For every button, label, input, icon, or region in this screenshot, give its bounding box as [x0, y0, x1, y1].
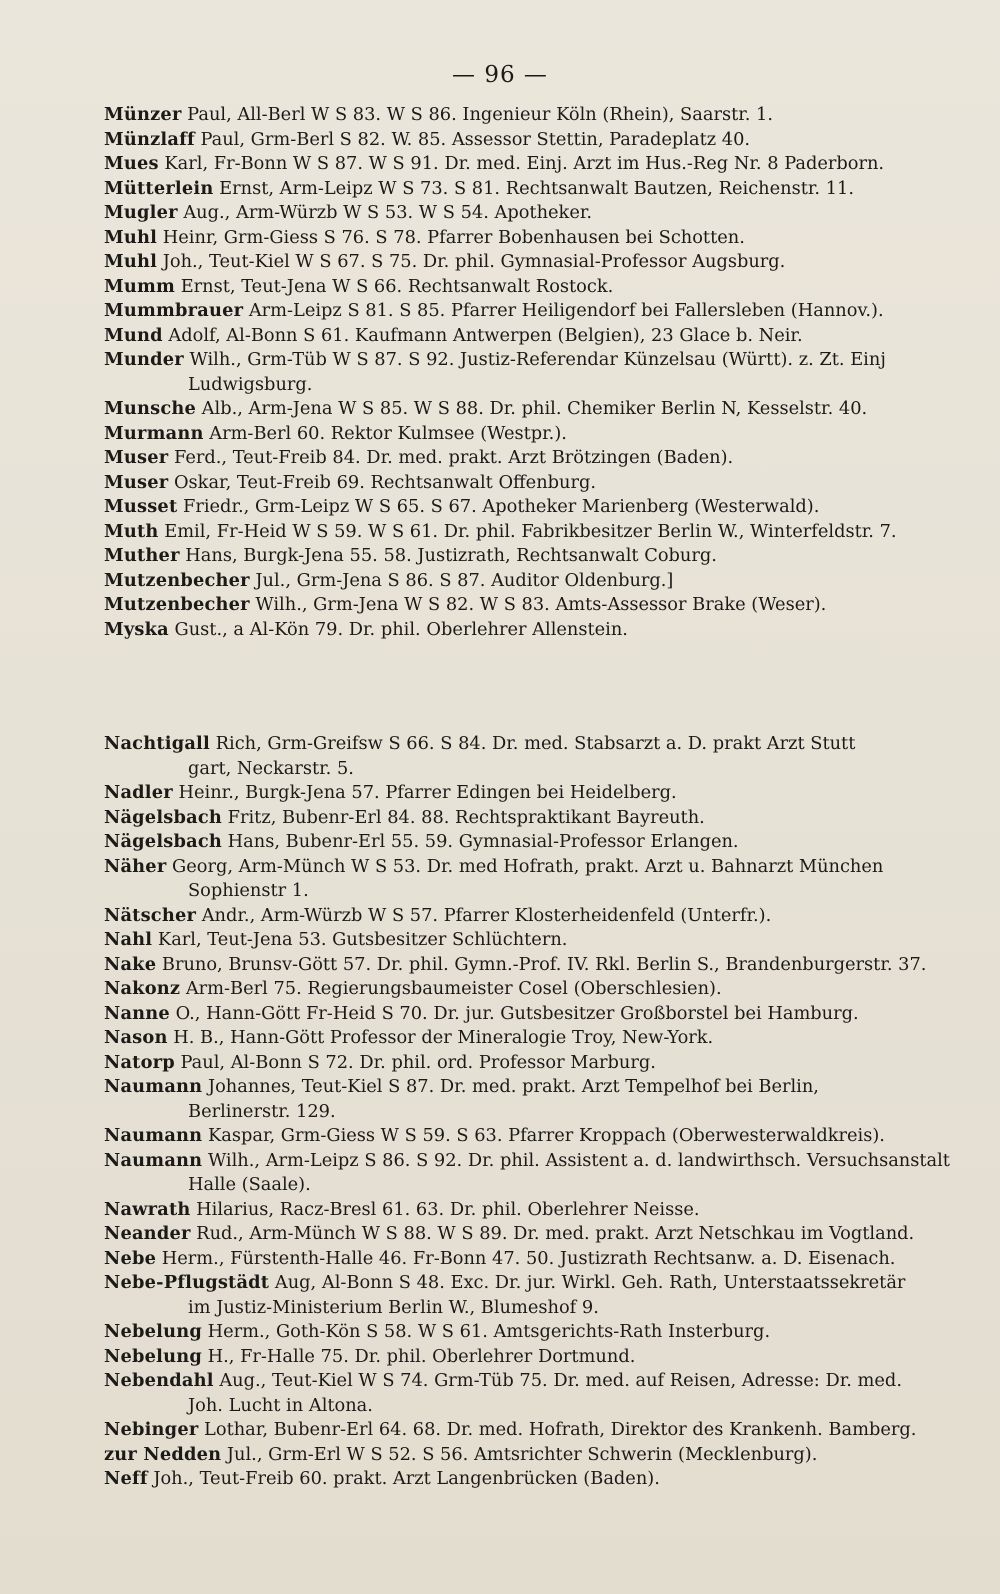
directory-entry	[104, 128, 954, 153]
entry-continuation-line	[104, 1173, 954, 1198]
directory-entry	[104, 1222, 954, 1247]
entry-surname: Mues	[104, 153, 159, 174]
entry-text: Aug, Al-Bonn S 48. Exc. Dr. jur. Wirkl. Geh. Rath, Unterstaatssekretär	[269, 1272, 906, 1293]
entry-surname: Naumann	[104, 1125, 203, 1146]
entry-line	[104, 1467, 954, 1492]
entry-text: Hilarius, Racz-Bresl 61. 63. Dr. phil. Oberlehrer Neisse.	[190, 1198, 700, 1220]
directory-entry	[104, 1467, 954, 1492]
entry-text: gart, Neckarstr. 5.	[188, 757, 354, 779]
entry-surname: Nake	[104, 953, 157, 975]
entry-text: im Justiz-Ministerium Berlin W., Blumeshof 9.	[188, 1296, 599, 1318]
entry-text: Karl, Fr-Bonn W S 87. W S 91. Dr. med. Einj. Arzt im Hus.-Reg Nr. 8 Paderborn.	[158, 153, 885, 174]
entry-line	[104, 1002, 954, 1027]
entry-line	[104, 1222, 954, 1247]
entry-surname: Mutzenbecher	[104, 594, 250, 615]
entry-text: Paul, Grm-Berl S 82. W. 85. Assessor Stettin, Paradeplatz 40.	[194, 128, 751, 150]
entry-text: Karl, Teut-Jena 53. Gutsbesitzer Schlüchtern.	[152, 929, 568, 950]
entry-text: H. B., Hann-Gött Professor der Mineralogie Troy, New-York.	[167, 1027, 714, 1048]
directory-entry	[104, 348, 954, 397]
entry-surname: Nanne	[104, 1002, 170, 1024]
directory-entry	[104, 1124, 954, 1149]
entry-text: Fritz, Bubenr-Erl 84. 88. Rechtspraktikant Bayreuth.	[222, 806, 705, 828]
directory-entry	[104, 1247, 954, 1272]
directory-entry	[104, 618, 954, 643]
entry-line	[104, 1443, 954, 1468]
entries-m-section	[104, 103, 954, 642]
entry-text: Friedr., Grm-Leipz W S 65. S 67. Apotheker Marienberg (Westerwald).	[177, 496, 820, 517]
entry-surname: Mumm	[104, 275, 176, 297]
entry-line	[104, 1075, 954, 1100]
entry-surname: Nägelsbach	[104, 806, 222, 828]
entry-line	[104, 1198, 954, 1223]
directory-entry	[104, 977, 954, 1002]
entry-surname: Nebelung	[104, 1345, 202, 1367]
directory-entry	[104, 471, 954, 496]
entry-surname: Nakonz	[104, 978, 181, 999]
directory-entry	[104, 732, 954, 781]
entry-line	[104, 781, 954, 806]
entry-surname: Muser	[104, 447, 169, 468]
entry-text: H., Fr-Halle 75. Dr. phil. Oberlehrer Dortmund.	[201, 1345, 636, 1367]
entry-line	[104, 855, 954, 880]
directory-entry	[104, 569, 954, 594]
entry-line	[104, 1271, 954, 1296]
entry-continuation-line	[104, 1394, 954, 1419]
entry-surname: Musset	[104, 496, 178, 517]
entry-surname: Nebelung	[104, 1321, 202, 1342]
entry-surname: Natorp	[104, 1051, 175, 1073]
entry-text: Jul., Grm-Erl W S 52. S 56. Amtsrichter Schwerin (Mecklenburg).	[221, 1443, 818, 1465]
directory-entry	[104, 152, 954, 177]
entry-surname: Nebinger	[104, 1419, 199, 1440]
entry-line	[104, 348, 954, 373]
entry-continuation-line	[104, 1100, 954, 1125]
entry-text: Joh. Lucht in Altona.	[188, 1394, 373, 1416]
entry-text: Oskar, Teut-Freib 69. Rechtsanwalt Offenburg.	[168, 471, 597, 493]
entry-surname: Nebe	[104, 1247, 157, 1269]
entry-text: Ernst, Arm-Leipz W S 73. S 81. Rechtsanwalt Bautzen, Reichenstr. 11.	[213, 177, 854, 199]
entry-surname: Nason	[104, 1027, 168, 1048]
entry-line	[104, 1320, 954, 1345]
entry-surname: Munder	[104, 349, 184, 370]
entry-text: Hans, Burgk-Jena 55. 58. Justizrath, Rechtsanwalt Coburg.	[179, 545, 717, 566]
entry-continuation-line	[104, 879, 954, 904]
entry-surname: Mund	[104, 324, 163, 346]
entry-surname: Nägelsbach	[104, 831, 222, 852]
entry-surname: Muther	[104, 545, 180, 566]
entry-line	[104, 1369, 954, 1394]
entry-surname: Muhl	[104, 251, 158, 272]
entry-line	[104, 977, 954, 1002]
directory-entry	[104, 397, 954, 422]
entry-text: Wilh., Arm-Leipz S 86. S 92. Dr. phil. Assistent a. d. landwirthsch. Versuchsanstalt	[202, 1149, 950, 1171]
entry-line	[104, 103, 954, 128]
directory-entry	[104, 201, 954, 226]
entry-text: Hans, Bubenr-Erl 55. 59. Gymnasial-Professor Erlangen.	[222, 831, 739, 852]
entry-surname: Mütterlein	[104, 177, 214, 199]
entry-line	[104, 928, 954, 953]
entries-n-section	[104, 732, 954, 1492]
entry-text: Arm-Berl 60. Rektor Kulmsee (Westpr.).	[203, 422, 567, 444]
entry-text: Ernst, Teut-Jena W S 66. Rechtsanwalt Rostock.	[175, 275, 614, 297]
entry-surname: Murmann	[104, 422, 204, 444]
entry-text: Herm., Fürstenth-Halle 46. Fr-Bonn 47. 50. Justizrath Rechtsanw. a. D. Eisenach.	[156, 1247, 896, 1269]
entry-surname: Nachtigall	[104, 733, 210, 754]
entry-text: Joh., Teut-Freib 60. prakt. Arzt Langenbrücken (Baden).	[147, 1468, 660, 1489]
entry-line	[104, 201, 954, 226]
entry-text: Paul, All-Berl W S 83. W S 86. Ingenieur Köln (Rhein), Saarstr. 1.	[181, 104, 774, 125]
entry-surname: Näher	[104, 855, 167, 877]
directory-entry	[104, 103, 954, 128]
entry-line	[104, 520, 954, 545]
entry-line	[104, 446, 954, 471]
entry-text: Ferd., Teut-Freib 84. Dr. med. prakt. Arzt Brötzingen (Baden).	[168, 447, 734, 468]
entry-text: Emil, Fr-Heid W S 59. W S 61. Dr. phil. Fabrikbesitzer Berlin W., Winterfeldstr. 7.	[158, 520, 897, 542]
directory-entry	[104, 830, 954, 855]
entry-line	[104, 152, 954, 177]
page-number: — 96 —	[452, 62, 548, 88]
entry-text: Lothar, Bubenr-Erl 64. 68. Dr. med. Hofrath, Direktor des Krankenh. Bamberg.	[198, 1419, 917, 1440]
entry-surname: Mugler	[104, 202, 178, 223]
directory-entry	[104, 1075, 954, 1124]
entry-text: Jul., Grm-Jena S 86. S 87. Auditor Oldenburg.]	[249, 569, 674, 591]
entry-line	[104, 397, 954, 422]
entry-surname: Mummbrauer	[104, 300, 244, 321]
entry-surname: zur Nedden	[104, 1443, 222, 1465]
entry-line	[104, 569, 954, 594]
entry-text: Ludwigsburg.	[188, 373, 313, 395]
entry-text: Sophienstr 1.	[188, 880, 309, 901]
entry-surname: Nawrath	[104, 1198, 191, 1220]
entry-text: Halle (Saale).	[188, 1174, 311, 1195]
directory-entry	[104, 250, 954, 275]
entry-continuation-line	[104, 757, 954, 782]
entry-line	[104, 732, 954, 757]
directory-entry	[104, 1149, 954, 1198]
entry-text: Arm-Berl 75. Regierungsbaumeister Cosel (Oberschlesien).	[180, 978, 722, 999]
entry-line	[104, 1051, 954, 1076]
entry-line	[104, 1418, 954, 1443]
entry-text: Joh., Teut-Kiel W S 67. S 75. Dr. phil. Gymnasial-Professor Augsburg.	[157, 251, 786, 272]
directory-entry	[104, 422, 954, 447]
directory-entry	[104, 299, 954, 324]
entry-text: Paul, Al-Bonn S 72. Dr. phil. ord. Professor Marburg.	[174, 1051, 656, 1073]
entry-line	[104, 544, 954, 569]
entry-text: Rud., Arm-Münch W S 88. W S 89. Dr. med. prakt. Arzt Netschkau im Vogtland.	[190, 1223, 915, 1244]
entry-surname: Neff	[104, 1468, 148, 1489]
directory-entry	[104, 1271, 954, 1320]
entry-text: Arm-Leipz S 81. S 85. Pfarrer Heiligendorf bei Fallersleben (Hannov.).	[243, 300, 884, 321]
directory-entry	[104, 1443, 954, 1468]
entry-surname: Nadler	[104, 782, 173, 803]
directory-entry	[104, 324, 954, 349]
entry-text: Gust., a Al-Kön 79. Dr. phil. Oberlehrer Allenstein.	[168, 618, 628, 640]
directory-entry	[104, 1002, 954, 1027]
entry-line	[104, 1124, 954, 1149]
directory-entry	[104, 495, 954, 520]
entry-surname: Naumann	[104, 1076, 203, 1097]
entry-line	[104, 324, 954, 349]
entry-line	[104, 422, 954, 447]
entry-surname: Muser	[104, 471, 169, 493]
entry-text: Berlinerstr. 129.	[188, 1100, 336, 1122]
directory-entry	[104, 928, 954, 953]
entry-line	[104, 128, 954, 153]
entry-line	[104, 904, 954, 929]
entry-text: Wilh., Grm-Jena W S 82. W S 83. Amts-Assessor Brake (Weser).	[249, 594, 827, 615]
entry-surname: Nätscher	[104, 904, 197, 926]
entry-line	[104, 250, 954, 275]
directory-entry	[104, 593, 954, 618]
directory-entry	[104, 806, 954, 831]
entry-line	[104, 806, 954, 831]
directory-entry	[104, 446, 954, 471]
entry-surname: Muhl	[104, 226, 158, 248]
entry-continuation-line	[104, 373, 954, 398]
directory-entry	[104, 275, 954, 300]
entry-surname: Munsche	[104, 398, 197, 419]
entry-text: Aug., Teut-Kiel W S 74. Grm-Tüb 75. Dr. med. auf Reisen, Adresse: Dr. med.	[213, 1370, 902, 1391]
entry-line	[104, 1247, 954, 1272]
entry-surname: Münzer	[104, 104, 182, 125]
directory-entry	[104, 520, 954, 545]
directory-entry	[104, 904, 954, 929]
entry-line	[104, 830, 954, 855]
entry-surname: Nebe-Pflugstädt	[104, 1272, 270, 1293]
entry-line	[104, 495, 954, 520]
directory-entry	[104, 781, 954, 806]
entry-surname: Myska	[104, 618, 169, 640]
entry-line	[104, 275, 954, 300]
directory-entry	[104, 1320, 954, 1345]
directory-entry	[104, 544, 954, 569]
directory-entry	[104, 855, 954, 904]
entry-text: Heinr., Burgk-Jena 57. Pfarrer Edingen bei Heidelberg.	[172, 782, 677, 803]
entry-surname: Mutzenbecher	[104, 569, 250, 591]
entry-text: Wilh., Grm-Tüb W S 87. S 92. Justiz-Referendar Künzelsau (Württ). z. Zt. Einj	[183, 349, 886, 370]
directory-entry	[104, 1198, 954, 1223]
entry-text: Andr., Arm-Würzb W S 57. Pfarrer Klosterheidenfeld (Unterfr.).	[196, 904, 772, 926]
entry-text: Bruno, Brunsv-Gött 57. Dr. phil. Gymn.-Prof. IV. Rkl. Berlin S., Brandenburgerstr. 37.	[156, 953, 927, 975]
entry-line	[104, 226, 954, 251]
entry-continuation-line	[104, 1296, 954, 1321]
entry-text: Heinr, Grm-Giess S 76. S 78. Pfarrer Bobenhausen bei Schotten.	[157, 226, 745, 248]
entry-text: Aug., Arm-Würzb W S 53. W S 54. Apotheker.	[177, 202, 593, 223]
entry-line	[104, 618, 954, 643]
entry-text: Georg, Arm-Münch W S 53. Dr. med Hofrath, prakt. Arzt u. Bahnarzt München	[166, 855, 884, 877]
entry-line	[104, 1345, 954, 1370]
entry-line	[104, 1149, 954, 1174]
entry-text: Rich, Grm-Greifsw S 66. S 84. Dr. med. Stabsarzt a. D. prakt Arzt Stutt	[209, 733, 856, 754]
entry-line	[104, 299, 954, 324]
entry-surname: Muth	[104, 520, 159, 542]
entry-text: Adolf, Al-Bonn S 61. Kaufmann Antwerpen (Belgien), 23 Glace b. Neir.	[162, 324, 803, 346]
directory-entry	[104, 1026, 954, 1051]
entry-text: Alb., Arm-Jena W S 85. W S 88. Dr. phil. Chemiker Berlin N, Kesselstr. 40.	[196, 398, 868, 419]
entry-text: Herm., Goth-Kön S 58. W S 61. Amtsgerichts-Rath Insterburg.	[201, 1321, 771, 1342]
entry-line	[104, 471, 954, 496]
directory-entry	[104, 1418, 954, 1443]
entry-text: O., Hann-Gött Fr-Heid S 70. Dr. jur. Gutsbesitzer Großborstel bei Hamburg.	[169, 1002, 859, 1024]
entry-surname: Münzlaff	[104, 128, 195, 150]
entry-text: Johannes, Teut-Kiel S 87. Dr. med. prakt. Arzt Tempelhof bei Berlin,	[202, 1076, 819, 1097]
entry-line	[104, 953, 954, 978]
entry-surname: Neander	[104, 1223, 191, 1244]
entry-line	[104, 177, 954, 202]
directory-entry	[104, 177, 954, 202]
entry-surname: Nahl	[104, 929, 153, 950]
entry-line	[104, 593, 954, 618]
directory-entry	[104, 1369, 954, 1418]
entry-surname: Naumann	[104, 1149, 203, 1171]
directory-entry	[104, 1345, 954, 1370]
entry-surname: Nebendahl	[104, 1370, 214, 1391]
directory-entry	[104, 226, 954, 251]
directory-entry	[104, 1051, 954, 1076]
entry-line	[104, 1026, 954, 1051]
directory-entry	[104, 953, 954, 978]
entry-text: Kaspar, Grm-Giess W S 59. S 63. Pfarrer Kroppach (Oberwesterwaldkreis).	[202, 1125, 885, 1146]
